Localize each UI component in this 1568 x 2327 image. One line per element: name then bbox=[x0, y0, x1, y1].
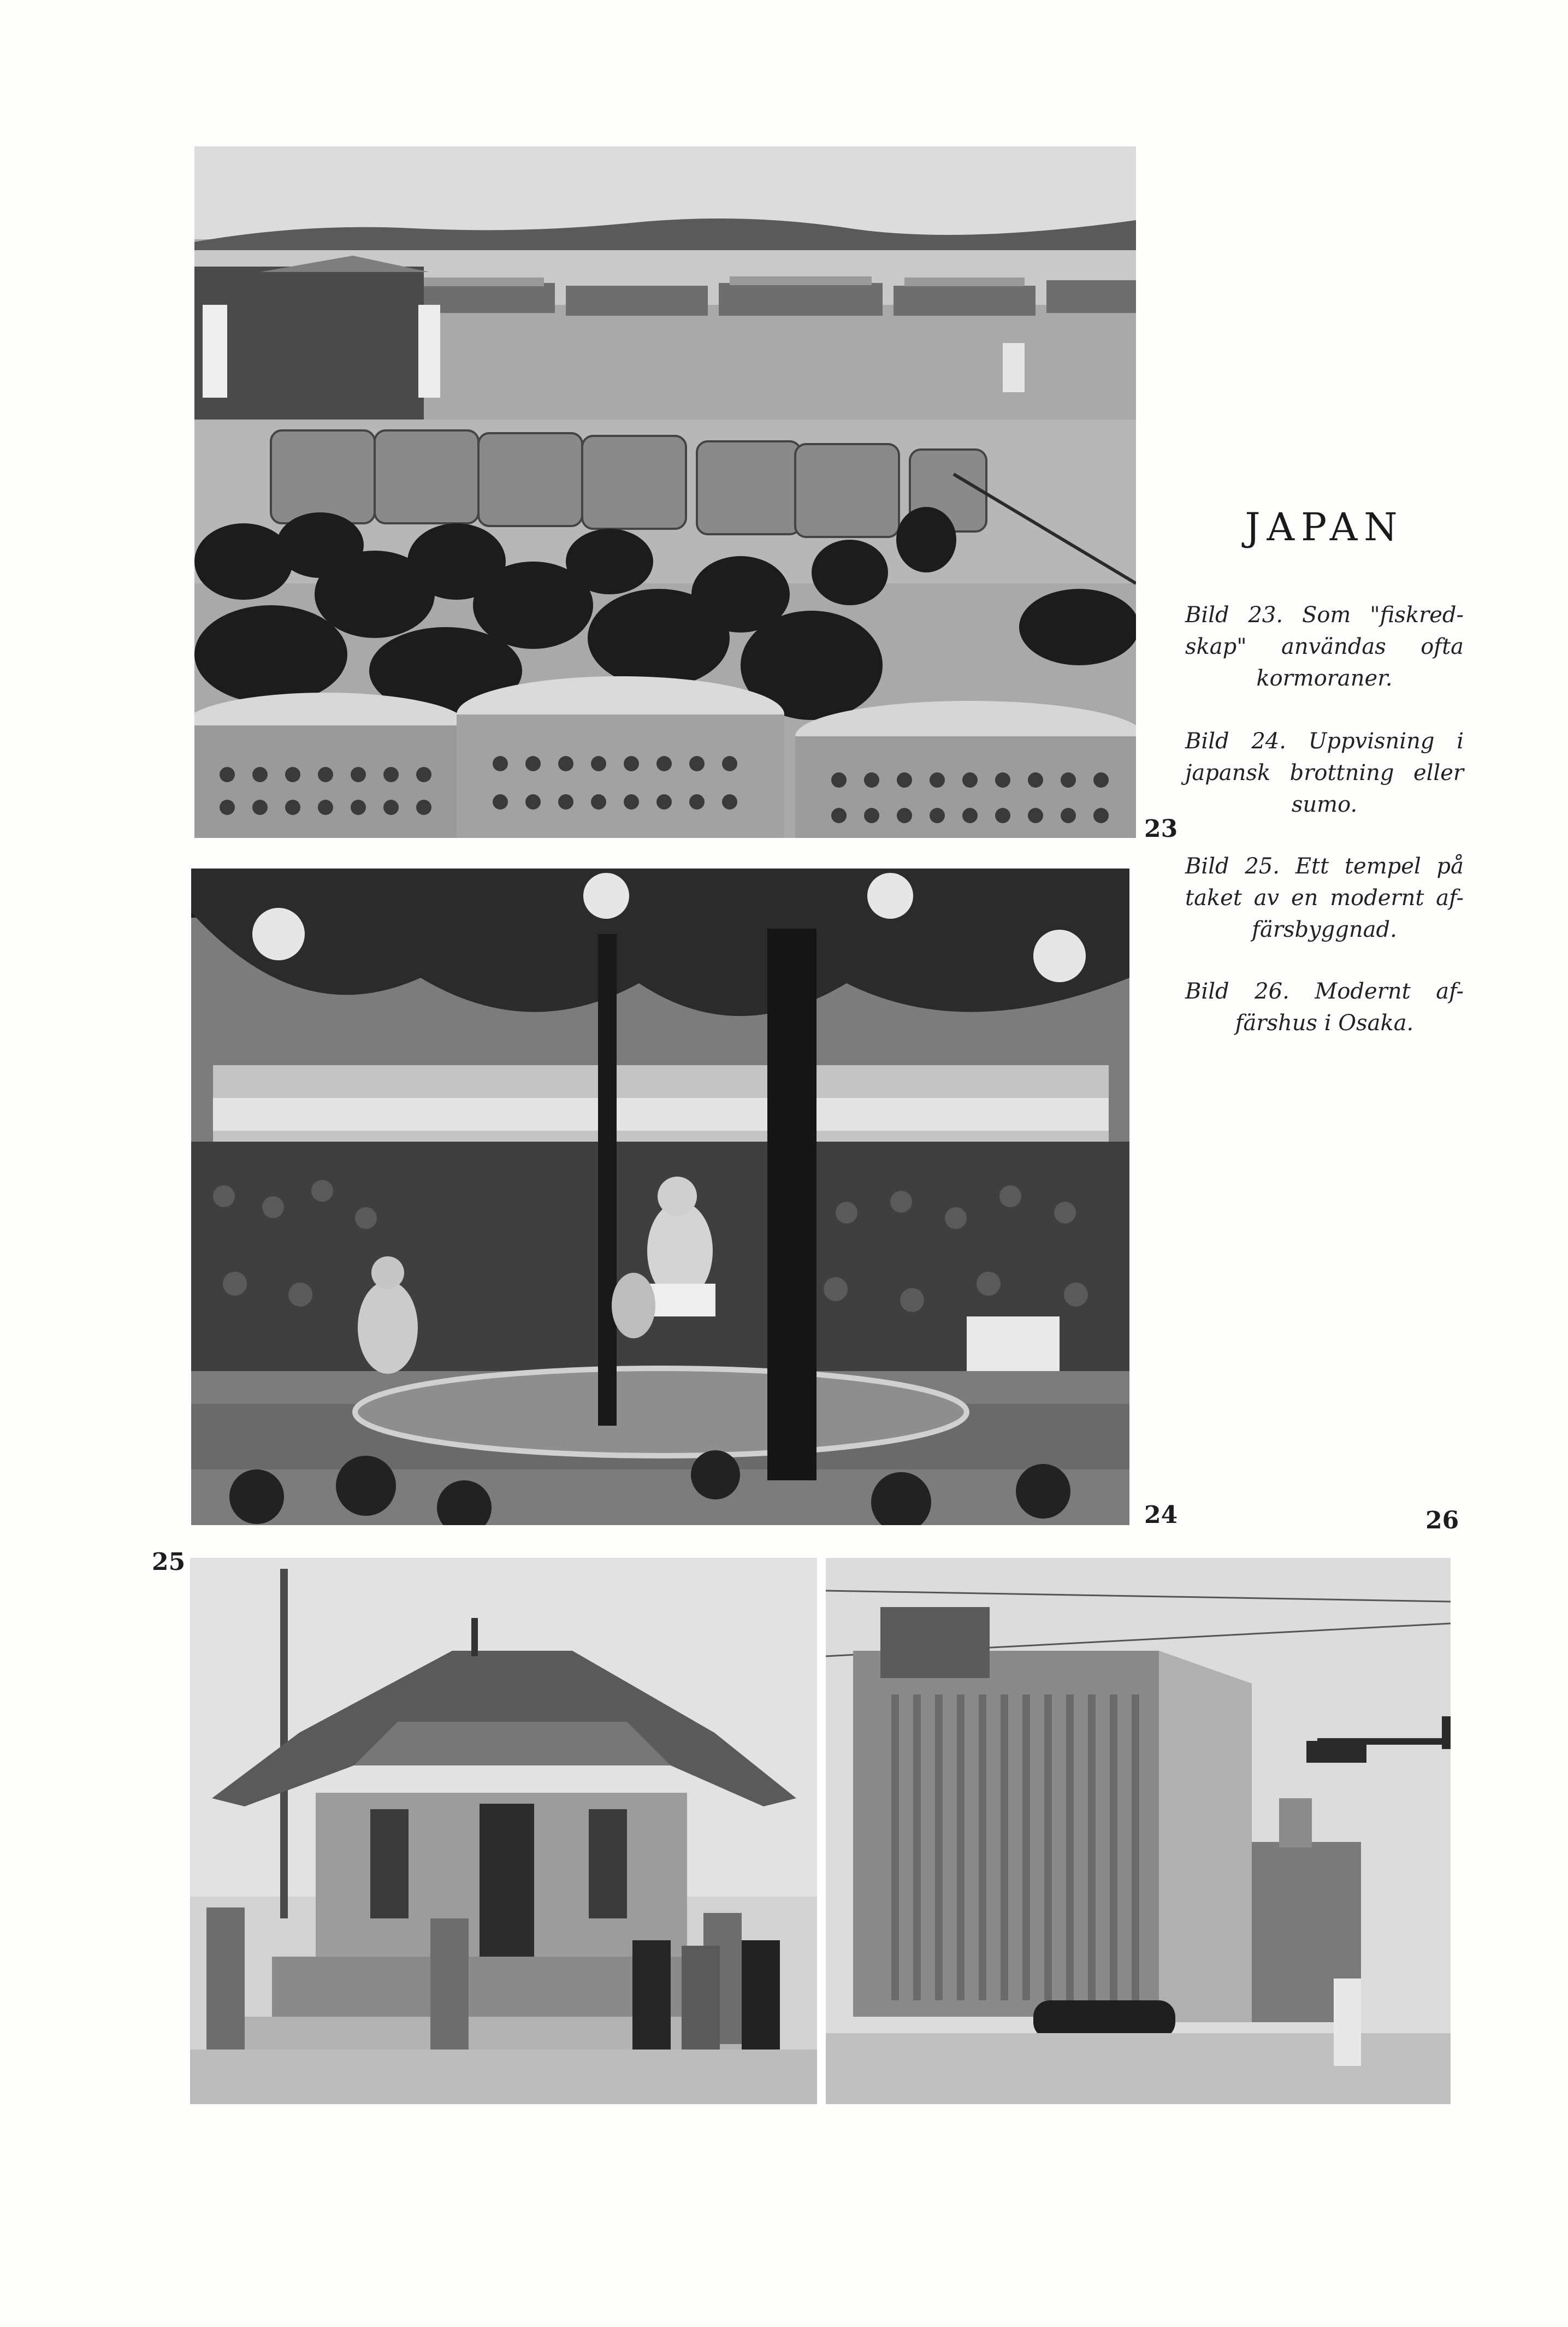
caption-bild-26: Bild 26. Modernt af-färshus i Osaka. bbox=[1185, 979, 1464, 1036]
photo-cormorants bbox=[194, 146, 1136, 838]
plate-number-24: 24 bbox=[1144, 1501, 1178, 1529]
photo-osaka-department-store bbox=[826, 1558, 1451, 2104]
plate-number-26: 26 bbox=[1425, 1507, 1459, 1534]
caption-bild-24: Bild 24. Uppvisning i japansk brottning eller sumo. bbox=[1185, 729, 1464, 817]
photo-sumo bbox=[191, 869, 1129, 1525]
caption-bild-25: Bild 25. Ett tempel på taket av en modernt af-färsbyggnad. bbox=[1185, 854, 1464, 942]
photo-rooftop-temple bbox=[190, 1558, 817, 2104]
plate-number-23: 23 bbox=[1144, 815, 1178, 843]
plate-number-25: 25 bbox=[152, 1548, 186, 1576]
caption-bild-23: Bild 23. Som "fiskred-skap" användas ofta kormoraner. bbox=[1185, 603, 1464, 691]
page-heading: JAPAN bbox=[1245, 505, 1404, 550]
